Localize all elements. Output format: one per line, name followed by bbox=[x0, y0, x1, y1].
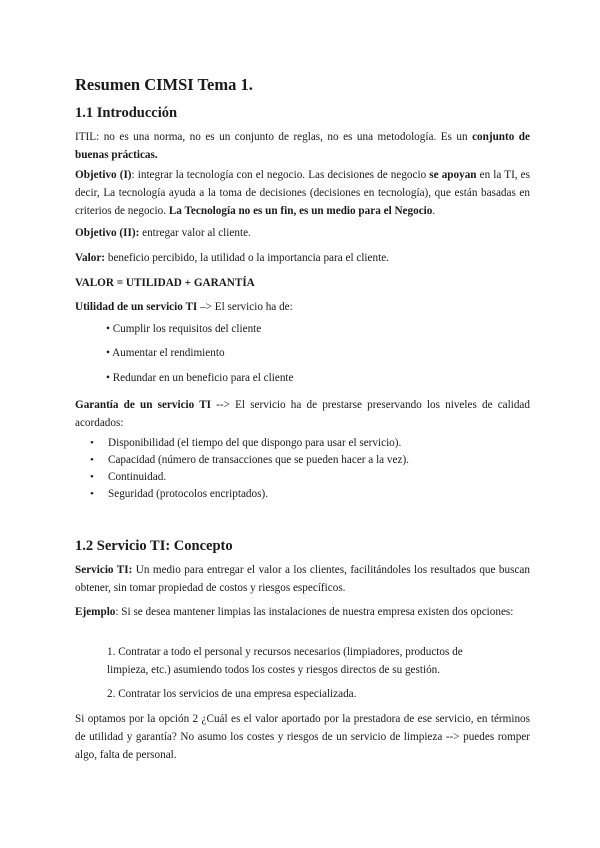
utilidad-text: –> El servicio ha de: bbox=[197, 301, 293, 313]
closing-paragraph: Si optamos por la opción 2 ¿Cuál es el valor aportado por la prestadora de ese servicio, en términos de utilidad y garantía? No asumo los costes y riesgos de un servicio de limpieza --> puedes romper algo, falta de personal. bbox=[75, 713, 530, 761]
valor-text: beneficio percibido, la utilidad o la importancia para el cliente. bbox=[105, 252, 389, 264]
bullet-icon: • bbox=[90, 454, 94, 466]
valor-label: Valor: bbox=[75, 252, 106, 264]
section-heading-intro: 1.1 Introducción bbox=[75, 105, 178, 121]
objetivo-2-text: entregar valor al cliente. bbox=[139, 227, 251, 239]
itil-bold: conjunto de buenas prácticas. bbox=[75, 131, 530, 161]
servicio-paragraph bbox=[75, 561, 530, 597]
itil-paragraph bbox=[75, 128, 530, 164]
doc-title: Resumen CIMSI Tema 1. bbox=[75, 75, 253, 94]
objetivo-1-text-b: en la TI, es decir, La tecnología ayuda a la toma de decisiones (decisiones en tecnología), que están basadas en criterios de negocio. bbox=[75, 169, 531, 217]
objetivo-2-label: Objetivo (II): bbox=[75, 227, 140, 239]
utilidad-label: Utilidad de un servicio TI bbox=[75, 301, 198, 313]
ejemplo-paragraph bbox=[75, 603, 530, 621]
bullet-icon: • bbox=[90, 471, 94, 483]
objetivo-1-bold-a: se apoyan bbox=[429, 169, 477, 181]
garantia-item: Capacidad (número de transacciones que se pueden hacer a la vez). bbox=[108, 454, 409, 466]
garantia-item: Seguridad (protocolos encriptados). bbox=[108, 488, 269, 500]
bullet-icon: • bbox=[90, 437, 94, 449]
ejemplo-text: : Si se desea mantener limpias las instalaciones de nuestra empresa existen dos opciones: bbox=[115, 606, 514, 618]
section-heading-servicio: 1.2 Servicio TI: Concepto bbox=[75, 538, 233, 554]
garantia-paragraph bbox=[75, 396, 530, 432]
objetivo-1-label: Objetivo (I) bbox=[75, 169, 132, 181]
objetivo-2-line bbox=[75, 225, 251, 241]
garantia-label: Garantía de un servicio TI bbox=[75, 399, 212, 411]
valor-line bbox=[75, 250, 389, 266]
utilidad-item: • Redundar en un beneficio para el cliente bbox=[106, 372, 294, 384]
bullet-icon: • bbox=[90, 488, 94, 500]
garantia-item: Continuidad. bbox=[108, 471, 167, 483]
utilidad-item: • Cumplir los requisitos del cliente bbox=[106, 323, 262, 335]
opcion-1: 1. Contratar a todo el personal y recursos necesarios (limpiadores, productos de limpieza, etc.) asumiendo todos los costes y riesgos directos de su gestión. bbox=[107, 646, 463, 676]
itil-text: ITIL: no es una norma, no es un conjunto de reglas, no es una metodología. Es un bbox=[75, 131, 473, 143]
servicio-text: Un medio para entregar el valor a los clientes, facilitándoles los resultados que buscan obtener, sin tomar propiedad de costos y riesgos específicos. bbox=[75, 564, 530, 594]
utilidad-item: • Aumentar el rendimiento bbox=[106, 347, 225, 359]
objetivo-1-bold-b: La Tecnología no es un fin, es un medio para el Negocio bbox=[168, 205, 433, 217]
servicio-label: Servicio TI: bbox=[75, 564, 133, 576]
objetivo-1-end: . bbox=[432, 205, 436, 217]
garantia-text: --> El servicio ha de prestarse preservando los niveles de calidad acordados: bbox=[75, 399, 530, 429]
objetivo-1-paragraph bbox=[75, 166, 530, 220]
objetivo-1-text-a: : integrar la tecnología con el negocio. Las decisiones de negocio bbox=[131, 169, 430, 181]
garantia-item: Disponibilidad (el tiempo del que dispongo para usar el servicio). bbox=[108, 437, 402, 449]
valor-formula: VALOR = UTILIDAD + GARANTÍA bbox=[75, 277, 255, 289]
opcion-2: 2. Contratar los servicios de una empresa especializada. bbox=[107, 688, 357, 700]
utilidad-line bbox=[75, 299, 293, 315]
ejemplo-label: Ejemplo bbox=[75, 606, 116, 618]
